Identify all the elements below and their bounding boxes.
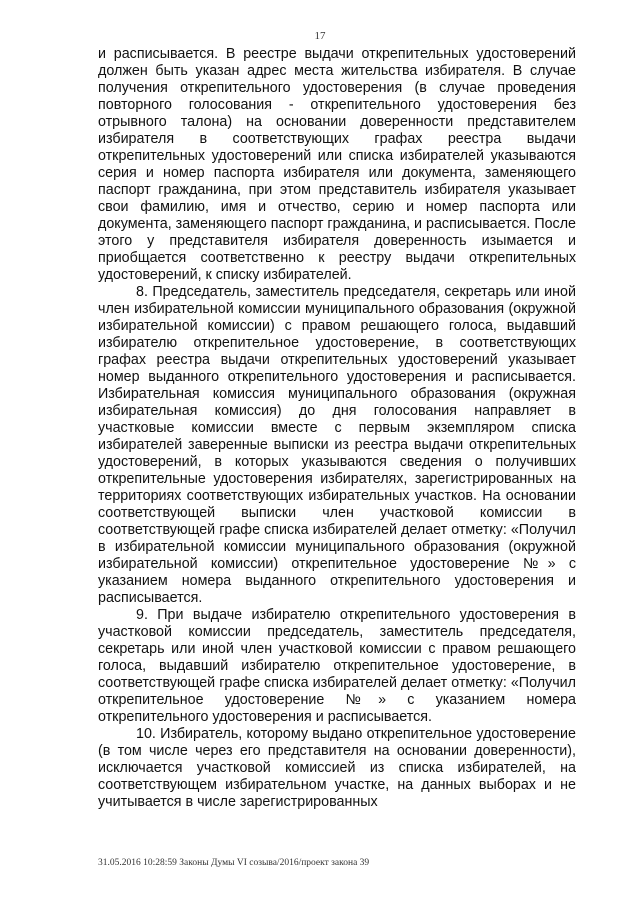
paragraph-clause-10: 10. Избиратель, которому выдано открепительное удостоверение (в том числе через его представителя на основании доверенности), исключается участковой комиссией из списка избирателей, на соответствующем избирательном участке, на данных выборах и не учитывается в числе зарегистрированных: [98, 726, 576, 810]
document-footer: 31.05.2016 10:28:59 Законы Думы VI созыва/2016/проект закона 39: [98, 858, 370, 868]
page-number: 17: [314, 30, 326, 42]
paragraph-clause-9: 9. При выдаче избирателю открепительного удостоверения в участковой комиссии председатель, заместитель председателя, секретарь или иной член участковой комиссии с правом решающего голоса, выдавший избирателю открепительное удостоверение, в соответствующей графе списка избирателей делает отметку: «Получил открепительное удостоверение №» с указанием номера открепительного удостоверения и расписывается.: [98, 607, 576, 725]
paragraph-clause-8: 8. Председатель, заместитель председателя, секретарь или иной член избирательной комиссии муниципального образования (окружной избирательной комиссии) с правом решающего голоса, выдавший избирателю открепительное удостоверение, в соответствующих графах реестра выдачи открепительных удостоверений указывает номер выданного открепительного удостоверения и расписывается. Избирательная комиссия муниципального образования (окружная избирательная комиссия) до дня голосования направляет в участковые комиссии вместе с первым экземпляром списка избирателей заверенные выписки из реестра выдачи открепительных удостоверений, в которых указываются сведения о получивших открепительные удостоверения избирателях, зарегистрированных на территориях соответствующих избирательных участков. На основании соответствующей выписки член участковой комиссии в соответствующей графе списка избирателей делает отметку: «Получил в избирательной комиссии муниципального образования (окружной избирательной комиссии) открепительное удостоверение №» с указанием номера выданного открепительного удостоверения и расписывается.: [98, 284, 576, 606]
document-body: [98, 46, 576, 811]
paragraph-continuation: и расписывается. В реестре выдачи открепительных удостоверений должен быть указан адрес места жительства избирателя. В случае получения открепительного удостоверения (в случае проведения повторного голосования - открепительного удостоверения без отрывного талона) на основании доверенности представителем избирателя в соответствующих графах реестра выдачи открепительных удостоверений или списка избирателей указываются серия и номер паспорта избирателя или документа, заменяющего паспорт гражданина, при этом представитель избирателя указывает свои фамилию, имя и отчество, серию и номер паспорта или документа, заменяющего паспорт гражданина, и расписывается. После этого у представителя избирателя доверенность изымается и приобщается соответственно к реестру выдачи открепительных удостоверений, к списку избирателей.: [98, 46, 576, 283]
